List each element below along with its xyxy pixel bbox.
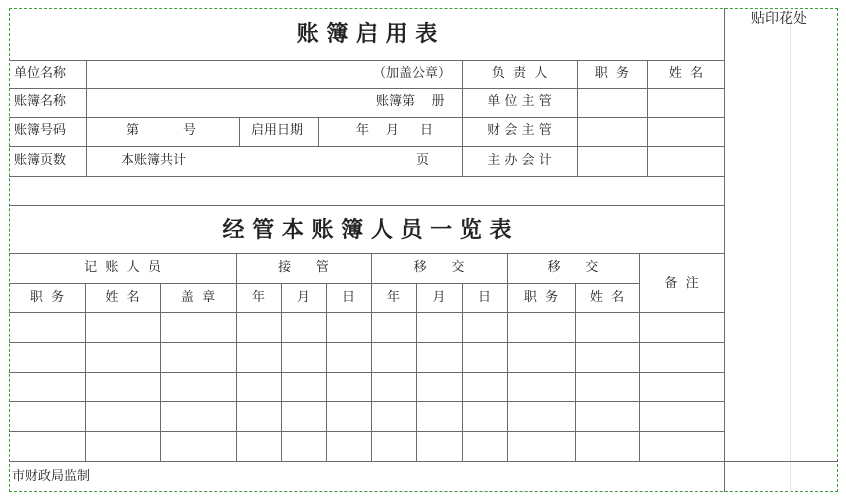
- row-label: 账簿号码: [14, 123, 67, 138]
- rule: [575, 283, 576, 461]
- rule: [9, 312, 725, 313]
- start-date-label: 启用日期: [251, 123, 304, 138]
- rule: [507, 253, 508, 461]
- column-header-name: 姓 名: [668, 66, 704, 81]
- rule: [724, 8, 725, 492]
- rule: [9, 60, 725, 61]
- rule: [9, 88, 725, 89]
- year-label: 年: [356, 123, 370, 138]
- pages-suffix: 页: [416, 153, 430, 168]
- sub-header: 日: [477, 290, 491, 305]
- rule: [318, 117, 319, 146]
- rule: [9, 117, 725, 118]
- group-header-remarks: 备 注: [664, 276, 699, 291]
- sub-header: 年: [386, 290, 400, 305]
- rule: [416, 283, 417, 461]
- group-header-bookkeeper: 记 账 人 员: [84, 260, 161, 275]
- group-header-hand-over-2: 移 交: [547, 260, 599, 275]
- row-label: 单位名称: [14, 66, 67, 81]
- official-seal-note: （加盖公章）: [373, 66, 452, 81]
- rule: [281, 283, 282, 461]
- group-header-hand-over: 移 交: [413, 260, 465, 275]
- rule: [160, 283, 161, 461]
- rule: [371, 253, 372, 461]
- sub-header: 职 务: [29, 290, 65, 305]
- role-label: 单 位 主 管: [487, 94, 552, 109]
- sub-header: 月: [432, 290, 446, 305]
- rule: [236, 253, 237, 461]
- rule: [239, 117, 240, 146]
- sub-header: 姓 名: [105, 290, 140, 305]
- personnel-table-title: 经 管 本 账 簿 人 员 一 览 表: [222, 217, 512, 243]
- sub-header: 月: [296, 290, 310, 305]
- sub-header: 盖 章: [180, 290, 216, 305]
- sub-header: 职 务: [523, 290, 559, 305]
- role-label: 负 责 人: [491, 66, 548, 81]
- rule: [9, 283, 639, 284]
- rule: [9, 253, 725, 254]
- number-prefix: 第: [126, 123, 140, 138]
- rule: [9, 205, 725, 206]
- sub-header: 姓 名: [589, 290, 625, 305]
- sheet-title: 账 簿 启 用 表: [296, 21, 438, 47]
- rule: [9, 342, 725, 343]
- role-label: 主 办 会 计: [487, 153, 552, 168]
- rule: [9, 401, 725, 402]
- volume-note: 账簿第 册: [376, 94, 445, 109]
- number-suffix: 号: [183, 123, 197, 138]
- day-label: 日: [420, 123, 434, 138]
- pages-prefix: 本账簿共计: [121, 153, 187, 168]
- rule: [9, 431, 725, 432]
- rule: [326, 283, 327, 461]
- footer-supervisor: 市财政局监制: [12, 469, 91, 484]
- rule: [86, 60, 87, 176]
- rule: [462, 283, 463, 461]
- row-label: 账簿名称: [14, 94, 67, 109]
- stamp-area-label: 贴印花处: [751, 11, 807, 27]
- month-label: 月: [386, 123, 400, 138]
- column-header-position: 职 务: [594, 66, 630, 81]
- rule: [9, 146, 725, 147]
- role-label: 财 会 主 管: [487, 123, 552, 138]
- sub-header: 年: [251, 290, 265, 305]
- row-label: 账簿页数: [14, 153, 67, 168]
- rule: [85, 283, 86, 461]
- rule: [9, 372, 725, 373]
- group-header-take-over: 接 管: [278, 260, 329, 275]
- rule: [9, 461, 838, 462]
- sub-header: 日: [341, 290, 355, 305]
- guide-line: [790, 8, 791, 492]
- rule: [9, 176, 725, 177]
